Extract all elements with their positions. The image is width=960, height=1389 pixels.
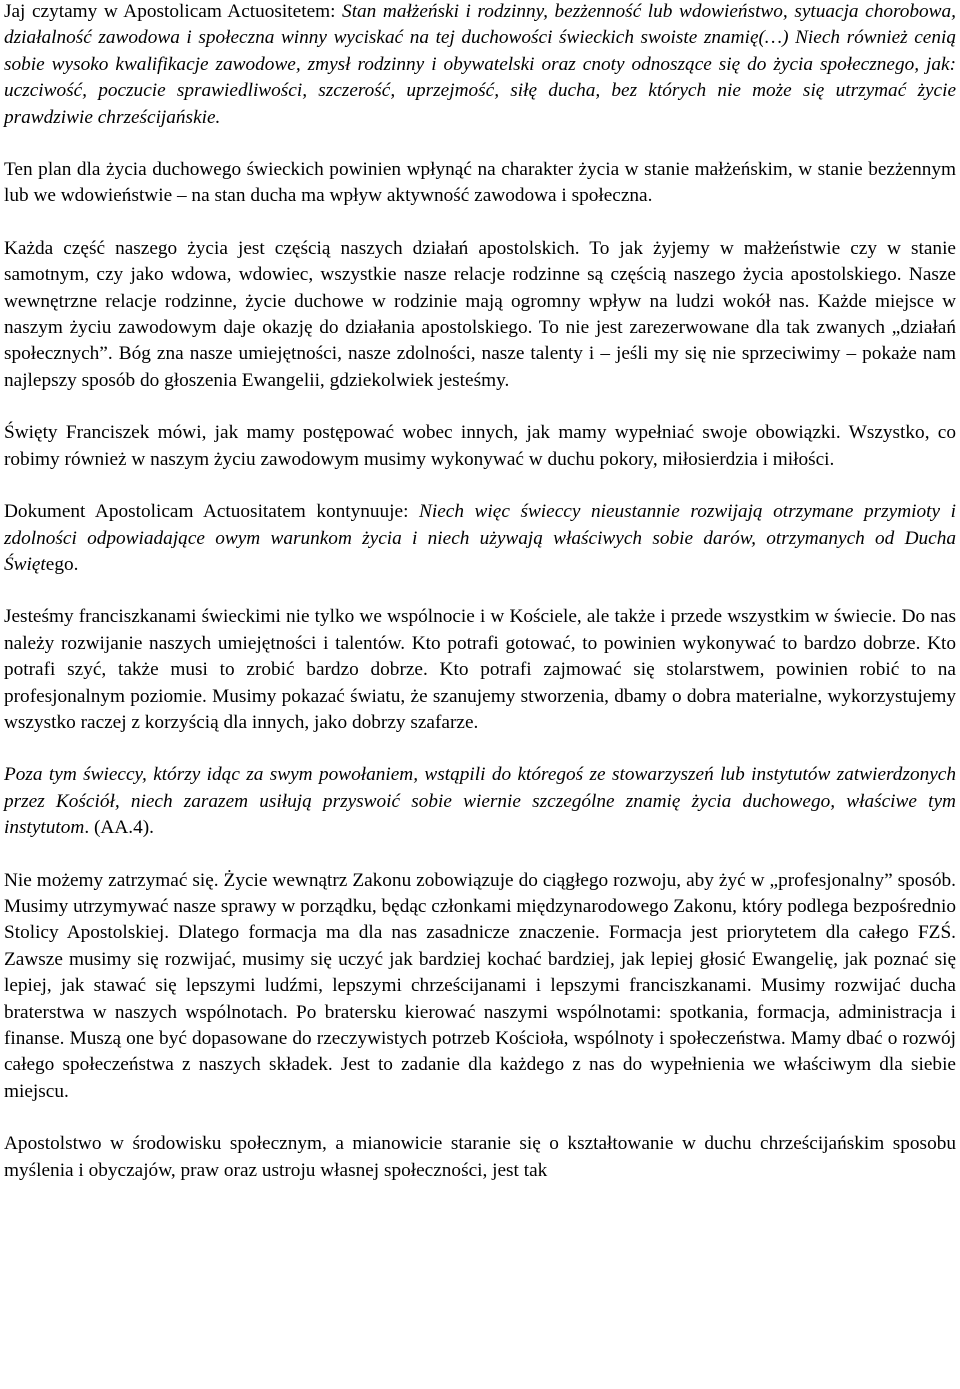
text-span: ego. — [45, 553, 79, 575]
text-span: Ten plan dla życia duchowego świeckich powinien wpłynąć na charakter życia w stanie małżeńskim, w stanie bezżennym lub we wdowieństwie – na stan ducha ma wpływ aktywność zawodowa i społeczna. — [4, 159, 956, 207]
text-span: . (AA.4). — [84, 817, 154, 839]
text-span: Święty Franciszek mówi, jak mamy postępować wobec innych, jak mamy wypełniać swoje obowiązki. Wszystko, co robimy również w naszym życiu zawodowym musimy wykonywać w duchu pokory, miłosierdzia i miłości. — [4, 422, 956, 470]
text-span: Jesteśmy franciszkanami świeckimi nie tylko we wspólnocie i w Kościele, ale także i przede wszystkim w świecie. Do nas należy rozwijanie naszych umiejętności i talentów. Kto potrafi gotować, to powinien wykonywać to bardzo dobrze. Kto potrafi szyć, także musi to zrobić bardzo dobrze. Kto potrafi zajmować się stolarstwem, powinien robić to na profesjonalnym poziomie. Musimy pokazać światu, że szanujemy stworzenia, dbamy o dobra materialne, wykorzystujemy wszystko raczej z korzyścią dla innych, jako dobrzy szafarze. — [4, 606, 956, 733]
paragraph-1 — [4, 0, 956, 131]
quote-span: Stan małżeński i rodzinny, bezżenność lub wdowieństwo, sytuacja chorobowa, działalność zawodowa i społeczna winny wyciskać na tej duchowości świeckich swoiste znamię(…) Niech również cenią sobie wysoko kwalifikacje zawodowe, zmysł rodzinny i obywatelski oraz cnoty odnoszące się do życia społecznego, jak: uczciwość, poczucie sprawiedliwości, szczerość, uprzejmość, siłę ducha, bez których nie może się utrzymać życie prawdziwie chrześcijańskie. — [4, 1, 957, 128]
text-span: Jaj czytamy w Apostolicam Actuositetem: — [4, 1, 343, 22]
paragraph-7 — [4, 762, 956, 841]
text-span: Dokument Apostolicam Actuositatem kontynuuje: — [4, 501, 419, 523]
text-span: Każda część naszego życia jest częścią naszych działań apostolskich. To jak żyjemy w małżeństwie czy w stanie samotnym, czy jako wdowa, wdowiec, wszystkie nasze relacje rodzinne są częścią naszego życia apostolskiego. Nasze wewnętrzne relacje rodzinne, życie duchowe w rodzinie mają ogromny wpływ na ludzi wokół nas. Każde miejsce w naszym życiu zawodowym daje okazję do działania apostolskiego. To nie jest zarezerwowane dla tak zwanych „działań społecznych”. Bóg zna nasze umiejętności, nasze zdolności, nasze talenty i – jeśli my się nie sprzeciwimy – pokaże nam najlepszy sposób do głoszenia Ewangelii, gdziekolwiek jesteśmy. — [4, 237, 956, 391]
paragraph-2 — [4, 157, 956, 210]
paragraph-3 — [4, 236, 956, 394]
text-span: Apostolstwo w środowisku społecznym, a mianowicie staranie się o kształtowanie w duchu chrześcijańskim sposobu myślenia i obyczajów, praw oraz ustroju własnej społeczności, jest tak — [4, 1133, 956, 1181]
paragraph-8 — [4, 868, 956, 1106]
paragraph-9 — [4, 1131, 956, 1184]
quote-span: Poza tym świeccy, którzy idąc za swym powołaniem, wstąpili do któregoś ze stowarzyszeń lub instytutów zatwierdzonych przez Kościół, niech zarazem usiłują przyswoić sobie wiernie szczególne znamię życia duchowego, właściwe tym instytutom — [4, 764, 956, 839]
paragraph-4 — [4, 420, 956, 473]
quote-span: Niech więc świeccy nieustannie rozwijają otrzymane przymioty i zdolności odpowiadające owym warunkom życia i niech używają właściwych sobie darów, otrzymanych od Ducha Święt — [4, 501, 956, 575]
paragraph-6 — [4, 604, 956, 736]
paragraph-5 — [4, 499, 956, 578]
text-span: Nie możemy zatrzymać się. Życie wewnątrz Zakonu zobowiązuje do ciągłego rozwoju, aby żyć w „profesjonalny” sposób. Musimy utrzymywać nasze sprawy w porządku, będąc członkami międzynarodowego Zakonu, który podlega bezpośrednio Stolicy Apostolskiej. Dlatego formacja ma dla nas zasadnicze znaczenie. Formacja jest priorytetem dla całego FZŚ. Zawsze musimy się rozwijać, musimy się uczyć jak bardziej kochać bardziej, jak lepiej głosić Ewangelię, jak poznać się lepiej, jak stawać się lepszymi ludźmi, lepszymi chrześcijanami i lepszymi franciszkanami. Musimy rozwijać ducha braterstwa w naszych wspólnotach. Po bratersku kierować naszymi wspólnotami: spotkania, formacja, administracja i finanse. Muszą one być dopasowane do rzeczywistych potrzeb Kościoła, wspólnoty i społeczeństwa. Mamy dbać o rozwój całego społeczeństwa z naszych składek. Jest to zadanie dla każdego z nas do wypełnienia we właściwym dla siebie miejscu. — [4, 869, 956, 1102]
